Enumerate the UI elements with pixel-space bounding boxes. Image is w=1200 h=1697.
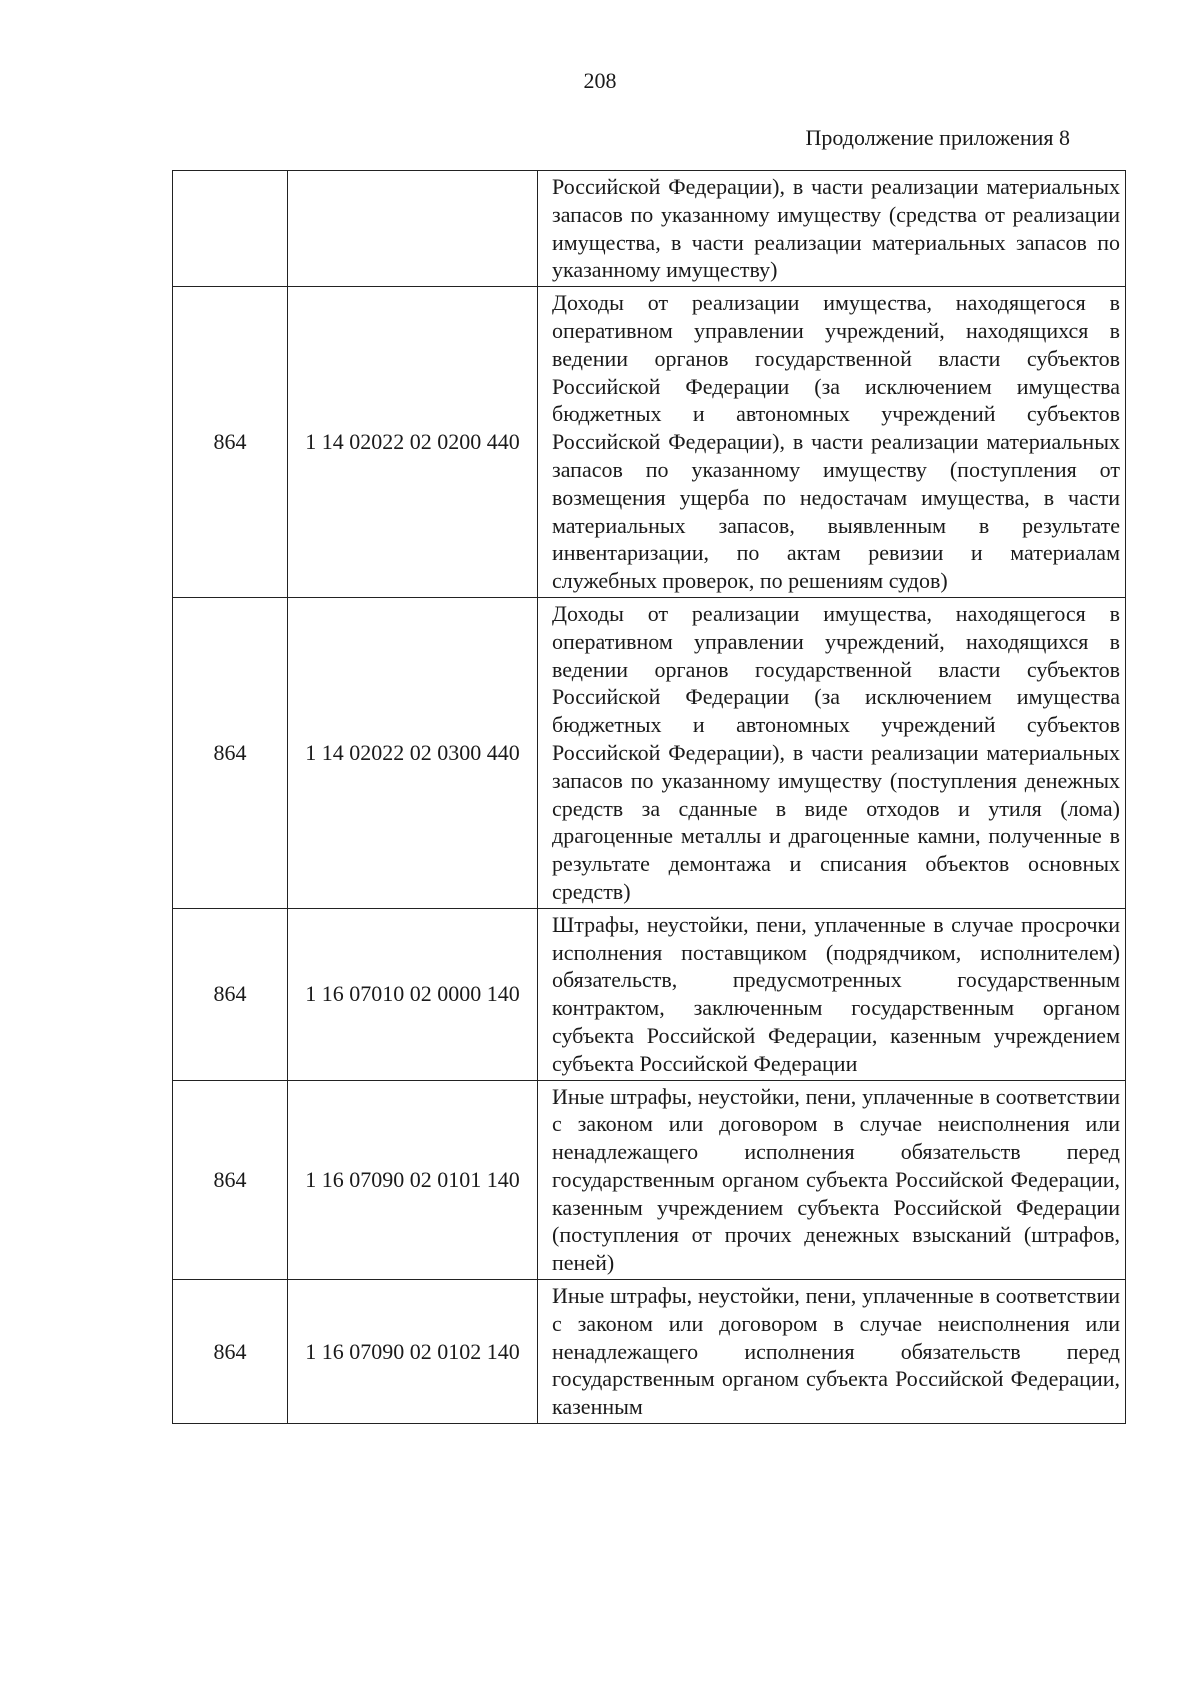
revenue-description-cell: Доходы от реализации имущества, находящегося в оперативном управлении учреждений, находящихся в ведении органов государственной власти субъектов Российской Федерации (за исключением имущества бюджетных и автономных учреждений субъектов Российской Федерации), в части реализации материальных запасов по указанному имуществу (поступления денежных средств за сданные в виде отходов и утиля (лома) драгоценные металлы и драгоценные камни, полученные в результате демонтажа и списания объектов основных средств): [538, 597, 1126, 908]
table-row: [173, 908, 1126, 1080]
table-row: [173, 1080, 1126, 1280]
revenue-description-cell: Штрафы, неустойки, пени, уплаченные в случае просрочки исполнения поставщиком (подрядчиком, исполнителем) обязательств, предусмотренных государственным контрактом, заключенным государственным органом субъекта Российской Федерации, казенным учреждением субъекта Российской Федерации: [538, 908, 1126, 1080]
page-number: 208: [583, 68, 617, 93]
admin-code-cell: 864: [173, 1080, 288, 1280]
revenue-description-cell: Российской Федерации), в части реализации материальных запасов по указанному имуществу (средства от реализации имущества, в части реализации материальных запасов по указанному имуществу): [538, 171, 1126, 287]
budget-classification-code-cell: 1 16 07090 02 0102 140: [288, 1280, 538, 1424]
budget-classification-code-cell: 1 16 07010 02 0000 140: [288, 908, 538, 1080]
table-row: [173, 597, 1126, 908]
budget-classification-code-cell: 1 16 07090 02 0101 140: [288, 1080, 538, 1280]
revenue-description-cell: Иные штрафы, неустойки, пени, уплаченные в соответствии с законом или договором в случае неисполнения или ненадлежащего исполнения обязательств перед государственным органом субъекта Российской Федерации, казенным: [538, 1280, 1126, 1424]
table-row: [173, 287, 1126, 598]
appendix-continuation-note: Продолжение приложения 8: [805, 125, 1070, 150]
admin-code-cell: 864: [173, 597, 288, 908]
table-row: [173, 171, 1126, 287]
admin-code-cell: 864: [173, 908, 288, 1080]
admin-code-cell: [173, 171, 288, 287]
revenue-description-cell: Доходы от реализации имущества, находящегося в оперативном управлении учреждений, находящихся в ведении органов государственной власти субъектов Российской Федерации (за исключением имущества бюджетных и автономных учреждений субъектов Российской Федерации), в части реализации материальных запасов по указанному имуществу (поступления от возмещения ущерба по недостачам имущества, в части материальных запасов, выявленным в результате инвентаризации, по актам ревизии и материалам служебных проверок, по решениям судов): [538, 287, 1126, 598]
budget-classification-code-cell: 1 14 02022 02 0200 440: [288, 287, 538, 598]
budget-classification-code-cell: 1 14 02022 02 0300 440: [288, 597, 538, 908]
budget-classification-code-cell: [288, 171, 538, 287]
revenue-description-cell: Иные штрафы, неустойки, пени, уплаченные в соответствии с законом или договором в случае неисполнения или ненадлежащего исполнения обязательств перед государственным органом субъекта Российской Федерации, казенным учреждением субъекта Российской Федерации (поступления от прочих денежных взысканий (штрафов, пеней): [538, 1080, 1126, 1280]
revenue-codes-table: [172, 170, 1126, 1424]
admin-code-cell: 864: [173, 1280, 288, 1424]
table-row: [173, 1280, 1126, 1424]
admin-code-cell: 864: [173, 287, 288, 598]
